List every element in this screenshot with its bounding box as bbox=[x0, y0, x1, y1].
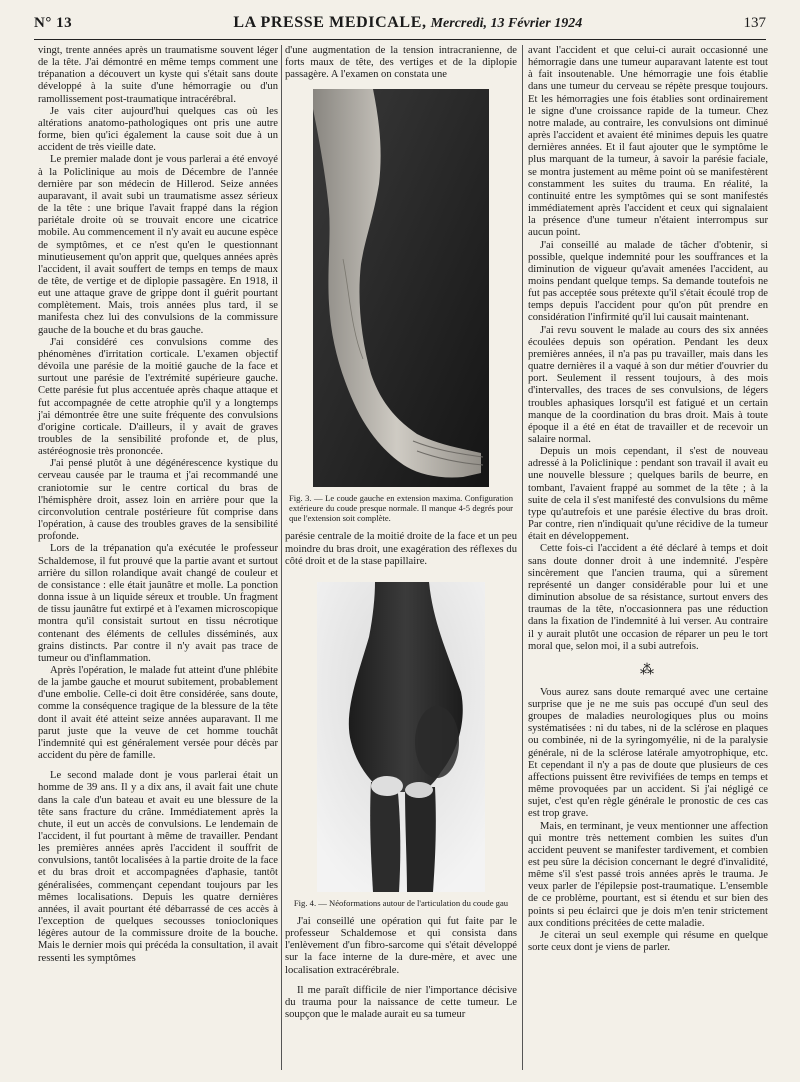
paragraph: Il me paraît difficile de nier l'importance décisive du trauma pour la naissance de cette tumeur. Le soupçon que le malade aurait eu sa tumeur bbox=[285, 984, 517, 1021]
section-asterism: ⁂ bbox=[640, 662, 656, 678]
paragraph: J'ai considéré ces convulsions comme des phénomènes d'irritation corticale. L'examen objectif dévoila une parésie de la moitié gauche de la face et surtout une parésie de l'extrémité supérieure gauche. Cette parésie fut plus accentuée après chaque attaque et fut accompagnée de cette atrophie qu'il y a longtemps j'ai démontrée être une suite fréquente des convulsions d'origine corticale. D'ailleurs, il y avait de graves troubles de la sensibilité profonde et, de plus, astéréognosie très prononcée. bbox=[38, 336, 278, 458]
paragraph: vingt, trente années après un traumatisme souvent léger de la tête. J'ai démontré en même temps comment une trépanation a découvert un kyste qui s'était sans doute développé à la suite d'une hémorragie ou d'un ramollissement post-traumatique intracérébral. bbox=[38, 45, 278, 105]
paragraph: J'ai conseillé au malade de tâcher d'obtenir, si possible, quelque indemnité pour les souffrances et la diminution de vigueur qu'avait amenées l'accident, au moins pendant quelque temps. Sa demande toutefois ne fut pas acceptée sous prétexte qu'il s'était écoulé trop de temps depuis l'accident pour qu'on pût prendre en considération l'infirmité qu'il lui causait maintenant. bbox=[528, 239, 768, 324]
paragraph: Le premier malade dont je vous parlerai a été envoyé à la Policlinique au mois de Décembre de l'année dernière par son médecin de Hillerod. Seize années auparavant, il avait subi un traumatisme assez sérieux de la tête : une brique l'avait frappé dans la région pariétale droite où se trouvait encore une cicatrice mobile. Au commencement il n'y avait eu aucune espèce de symptômes, et ce n'est qu'en le questionnant minutieusement qu'on apprit que, quelques années après l'accident, il avait souffert de temps en temps de maux de tête, de vertige et de diplopie passagère. En 1918, il eut une attaque grave de grippe dont il guérit pourtant complètement. Mais, trois années plus tard, il se manifesta chez lui des convulsions de la commissure gauche de la bouche et du bras gauche. bbox=[38, 154, 278, 336]
elbow-xray-image bbox=[317, 582, 485, 892]
paragraph: Après l'opération, le malade fut atteint d'une phlébite de la jambe gauche et mourut subitement, probablement d'une embolie. Celle-ci doit être considérée, sans doute, comme la conséquence tragique de la blessure de la tête dont il avait été atteint seize années auparavant. Il me parut juste que la veuve de cet homme touchât l'indemnité qui est généralement versée pour décès par accident du père de famille. bbox=[38, 664, 278, 762]
paragraph: d'une augmentation de la tension intracranienne, de forts maux de tête, des vertiges et de la diplopie passagère. A l'examen on constata une bbox=[285, 45, 517, 81]
paragraph: Je citerai un seul exemple qui résume en quelque sorte ceux dont je viens de parler. bbox=[528, 929, 768, 954]
issue-date: Mercredi, 13 Février 1924 bbox=[430, 16, 583, 31]
paragraph: Vous aurez sans doute remarqué avec une certaine surprise que je ne me suis pas occupé d'un seul des groupes de maladies neurologiques plus ou moins systématisées : ni du tabes, ni de la sclérose en plaques ou combinée, ni de la syringomyélie, ni de la paralysie générale, ni de la sclérose latérale amyotrophique, etc. Et cependant il n'y a pas de doute que plusieurs de ces affections puissent être revivifiées de temps en temps et même provoquées par un accident. Si j'ai négligé ce sujet, c'est qu'en règle générale le pronostic de ces cas est trop grave. bbox=[528, 686, 768, 820]
paragraph: J'ai revu souvent le malade au cours des six années écoulées depuis son opération. Pendant les deux premières années, il n'a pas pu travailler, mais dans les quatre dernières il a vaqué à son dur métier d'ouvrier du port. Seulement il ressent toujours, à des mois d'intervalles, des traces de ses convulsions, de légers troubles aphasiques lorsqu'il est fatigué et un certain manque de la coordination du bras droit. Mais à toute époque il a été en état de travailler et de recevoir un salaire normal. bbox=[528, 324, 768, 445]
paragraph: avant l'accident et que celui-ci aurait occasionné une hémorragie dans une tumeur auparavant latente est tout à fait insoutenable. Une hémorragie une fois établie dans une tumeur du cerveau se répète presque toujours. Et les hémorragies une fois établies sont ordinairement le signe d'une croissance rapide de la tumeur. Chez notre malade, au contraire, les convulsions ont diminué après l'accident et avaient été minimes depuis les quatre dernières années. Et il faut ajouter que le symptôme le plus marquant de la tumeur, à savoir la parésie faciale, se montra justement au même point où se manifestèrent constamment les suites du trauma. En réalité, la continuité entre les symptômes qui se sont manifestés immédiatement après l'accident et ceux qui signalaient la présence d'une tumeur n'étaient interrompus sur aucun point. bbox=[528, 45, 768, 239]
paragraph: Mais, en terminant, je veux mentionner une affection qui montre très nettement combien les suites d'un accident peuvent se manifester tardivement, et combien est peu sûre la décision concernant le degré d'invalidité, même s'il s'est passé trois années après le trauma. Je veux parler de l'épilepsie post-traumatique. L'ensemble de ce problème, pourtant, est si étendu et sur bien des points si peu éclairci que je dois m'en tenir strictement aux conditions précitées de cette maladie. bbox=[528, 820, 768, 929]
paragraph: Le second malade dont je vous parlerai était un homme de 39 ans. Il y a dix ans, il avait fait une chute dans la cale d'un bateau et avait eu une blessure de la tête sans fracture du crâne. Immédiatement après la chute, il eut un accès de convulsions. Le lendemain de l'accident, il fut pourtant à même de travailler. Pendant les premières années après l'accident il souffrit de convulsions, tantôt localisées à la partie droite de la face et du bras droit et accompagnées d'aphasie, tantôt généralisées, commençant cependant toujours par les mêmes localisations. Depuis les quatre dernières années, il avait pourtant été débarrassé de ces accès à l'exception de quelques secousses toniocloniques légères autour de la commissure droite de la bouche. Mais le dernier mois qui précéda la consultation, il avait ressenti les symptômes bbox=[38, 770, 278, 964]
column-3 bbox=[528, 45, 768, 954]
column-divider bbox=[522, 45, 523, 1070]
paragraph: J'ai conseillé une opération qui fut faite par le professeur Schaldemose et qui consista dans l'enlèvement d'un fibro-sarcome qui s'était développé sur la face interne de la dure-mère, et avec une localisation extracérébrale. bbox=[285, 915, 517, 976]
figure-3-elbow-photo bbox=[313, 89, 489, 487]
figure-4-caption: Fig. 4. — Néoformations autour de l'articulation du coude gau bbox=[293, 897, 509, 908]
arm-photograph bbox=[313, 89, 489, 487]
column-divider bbox=[281, 45, 282, 1070]
paragraph: Depuis un mois cependant, il s'est de nouveau adressé à la Policlinique : pendant son travail il avait eu une nouvelle blessure ; quelques barils de beurre, en tombant, l'avaient frappé au sommet de la tête ; à la suite de cela il s'est manifesté des convulsions du même type qu'autrefois et une parésie élective du bras droit. Par contre, rien n'indiquait qu'une récidive de la tumeur était en développement. bbox=[528, 446, 768, 543]
paragraph: parésie centrale de la moitié droite de la face et un peu moindre du bras droit, une exagération des réflexes du côté droit et de la stase papillaire. bbox=[285, 531, 517, 567]
column-1 bbox=[38, 45, 278, 965]
paragraph: Je vais citer aujourd'hui quelques cas où les altérations anatomo-pathologiques ont pris une autre forme, bien qu'ici également la cause soit due à un accident de très vieille date. bbox=[38, 105, 278, 154]
masthead bbox=[34, 14, 766, 36]
header-rule bbox=[34, 39, 766, 40]
journal-title: LA PRESSE MEDICALE, bbox=[233, 14, 427, 31]
paragraph: Lors de la trépanation qu'a exécutée le professeur Schaldemose, il fut prouvé que la partie avant et surtout arrière du sillon rolandique avait changé de couleur et de consistance : elle était jaunâtre et molle. La ponction donna issue à un liquide séreux et trouble. Un fragment de tissu jaunâtre fut extirpé et à l'examen microscopique montra qu'il consistait surtout en tissu nécrotique contenant des éléments de cellules disséminés, aux grains distincts. Par contre il n'y avait pas trace de tumeur ou d'inflammation. bbox=[38, 543, 278, 664]
column-2 bbox=[285, 45, 517, 1021]
figure-4-xray bbox=[317, 582, 485, 892]
paragraph: J'ai pensé plutôt à une dégénérescence kystique du cerveau causée par le trauma et j'ai recommandé une craniotomie sur le centre cortical du bras de l'hémisphère droit, assez loin en arrière pour que la circonvolution centrale postérieure fût comprise dans l'opération, à cause des troubles graves de la sensibilité profonde. bbox=[38, 458, 278, 543]
issue-number: N° 13 bbox=[34, 15, 73, 31]
page-number: 137 bbox=[743, 15, 766, 31]
paragraph: Cette fois-ci l'accident a été déclaré à temps et doit sans doute donner droit à une indemnité. J'espère sincèrement que l'ancien trauma, qui a sûrement représenté un danger considérable pour lui et une diminution absolue de sa résistance, surtout envers des traumas de la tête, n'occasionnera pas une réduction dans la fixation de l'indemnité à lui verser. Au contraire il y aurait plutôt une occasion de réparer un peu le tort moral que, selon moi, il a subi autrefois. bbox=[528, 543, 768, 652]
figure-3-caption: Fig. 3. — Le coude gauche en extension maxima. Configuration extérieure du coude presque normale. Il manque 4-5 degrés pour que l'extension soit complète. bbox=[289, 493, 513, 524]
masthead-title-group bbox=[233, 14, 582, 32]
